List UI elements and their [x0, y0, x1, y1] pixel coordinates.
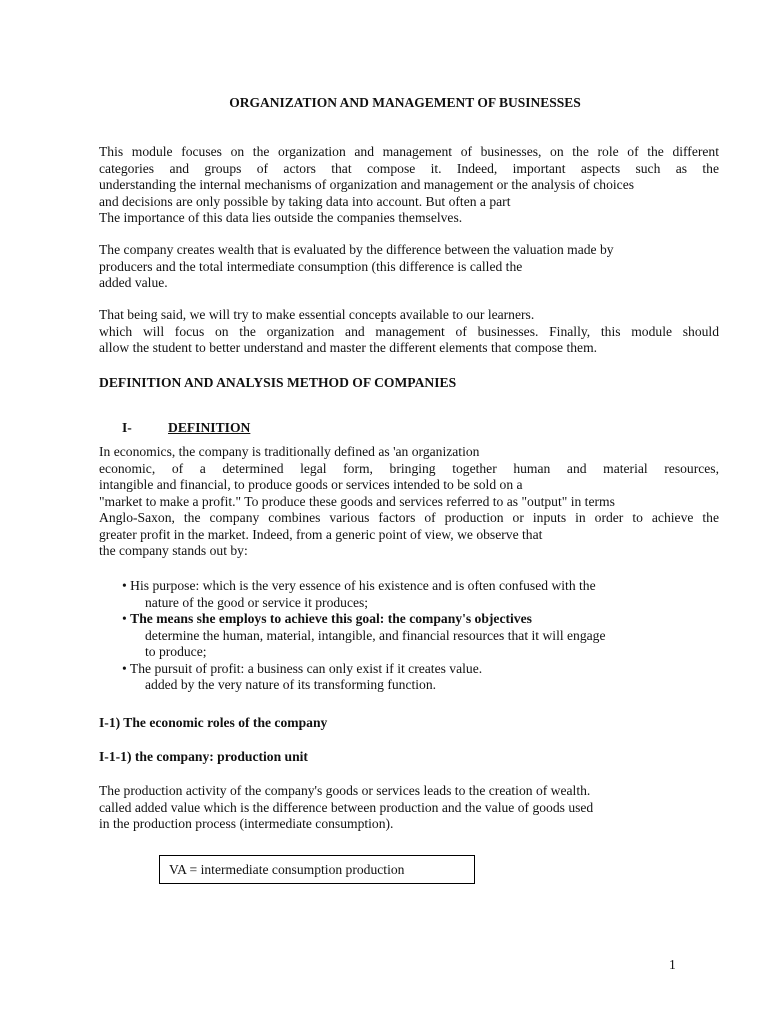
list-item [122, 611, 722, 628]
text-line: called added value which is the difference between production and the value of goods used [99, 799, 594, 815]
bullet-marker: • [122, 611, 131, 626]
bold-phrase: The means she employs to achieve this goal: the company's objectives [130, 611, 532, 626]
text-line: economic, of a determined legal form, bringing together human and material resources, [99, 460, 719, 476]
text-line: "market to make a profit." To produce these goods and services referred to as "output" in terms [99, 493, 615, 509]
text-line: The company creates wealth that is evaluated by the difference between the valuation made by [99, 242, 614, 257]
text-line: That being said, we will try to make essential concepts available to our learners. [99, 307, 535, 322]
text-line: The importance of this data lies outside the companies themselves. [99, 210, 463, 225]
section-title: DEFINITION [168, 420, 251, 435]
intro-paragraph-1 [99, 144, 719, 227]
list-item-continuation: nature of the good or service it produces; [145, 594, 369, 610]
production-paragraph [99, 783, 719, 833]
list-item: • The pursuit of profit: a business can only exist if it creates value. [122, 660, 483, 676]
intro-paragraph-2 [99, 242, 719, 292]
text-line: Anglo-Saxon, the company combines various factors of production or inputs in order to achieve the [99, 510, 719, 525]
list-item-continuation: to produce; [145, 644, 207, 659]
text-line: allow the student to better understand and master the different elements that compose them. [99, 340, 598, 355]
text-line: greater profit in the market. Indeed, from a generic point of view, we observe that [99, 526, 543, 542]
text-line: understanding the internal mechanisms of organization and management or the analysis of choices [99, 177, 635, 192]
bullet-list [122, 578, 722, 694]
subheading: I-1-1) the company: production unit [99, 749, 308, 764]
section-number: I- [122, 420, 132, 435]
formula-box: VA = intermediate consumption production [159, 855, 475, 884]
list-item: • His purpose: which is the very essence of his existence and is often confused with the [122, 578, 596, 593]
list-item-continuation: determine the human, material, intangible, and financial resources that it will engage [145, 627, 606, 643]
text-line: in the production process (intermediate consumption). [99, 816, 394, 831]
intro-paragraph-3 [99, 307, 719, 357]
text-line: which will focus on the organization and management of businesses. Finally, this module should [99, 323, 719, 339]
list-item-continuation: added by the very nature of its transforming function. [145, 677, 437, 692]
text-line: the company stands out by: [99, 543, 248, 558]
text-line: intangible and financial, to produce goods or services intended to be sold on a [99, 477, 523, 492]
section-heading: DEFINITION AND ANALYSIS METHOD OF COMPANIES [99, 375, 457, 390]
definition-paragraph [99, 444, 719, 560]
text-line: The production activity of the company's goods or services leads to the creation of wealth. [99, 783, 591, 798]
page-title: ORGANIZATION AND MANAGEMENT OF BUSINESSES [229, 95, 581, 110]
text-line: This module focuses on the organization and management of businesses, on the role of the different [99, 144, 719, 159]
text-line: categories and groups of actors that compose it. Indeed, important aspects such as the [99, 160, 719, 176]
text-line: and decisions are only possible by taking data into account. But often a part [99, 193, 511, 209]
text-line: added value. [99, 275, 168, 290]
text-line: producers and the total intermediate consumption (this difference is called the [99, 258, 523, 274]
text-line: In economics, the company is traditionally defined as 'an organization [99, 444, 480, 459]
subheading: I-1) The economic roles of the company [99, 715, 328, 730]
page-number: 1 [669, 957, 676, 972]
